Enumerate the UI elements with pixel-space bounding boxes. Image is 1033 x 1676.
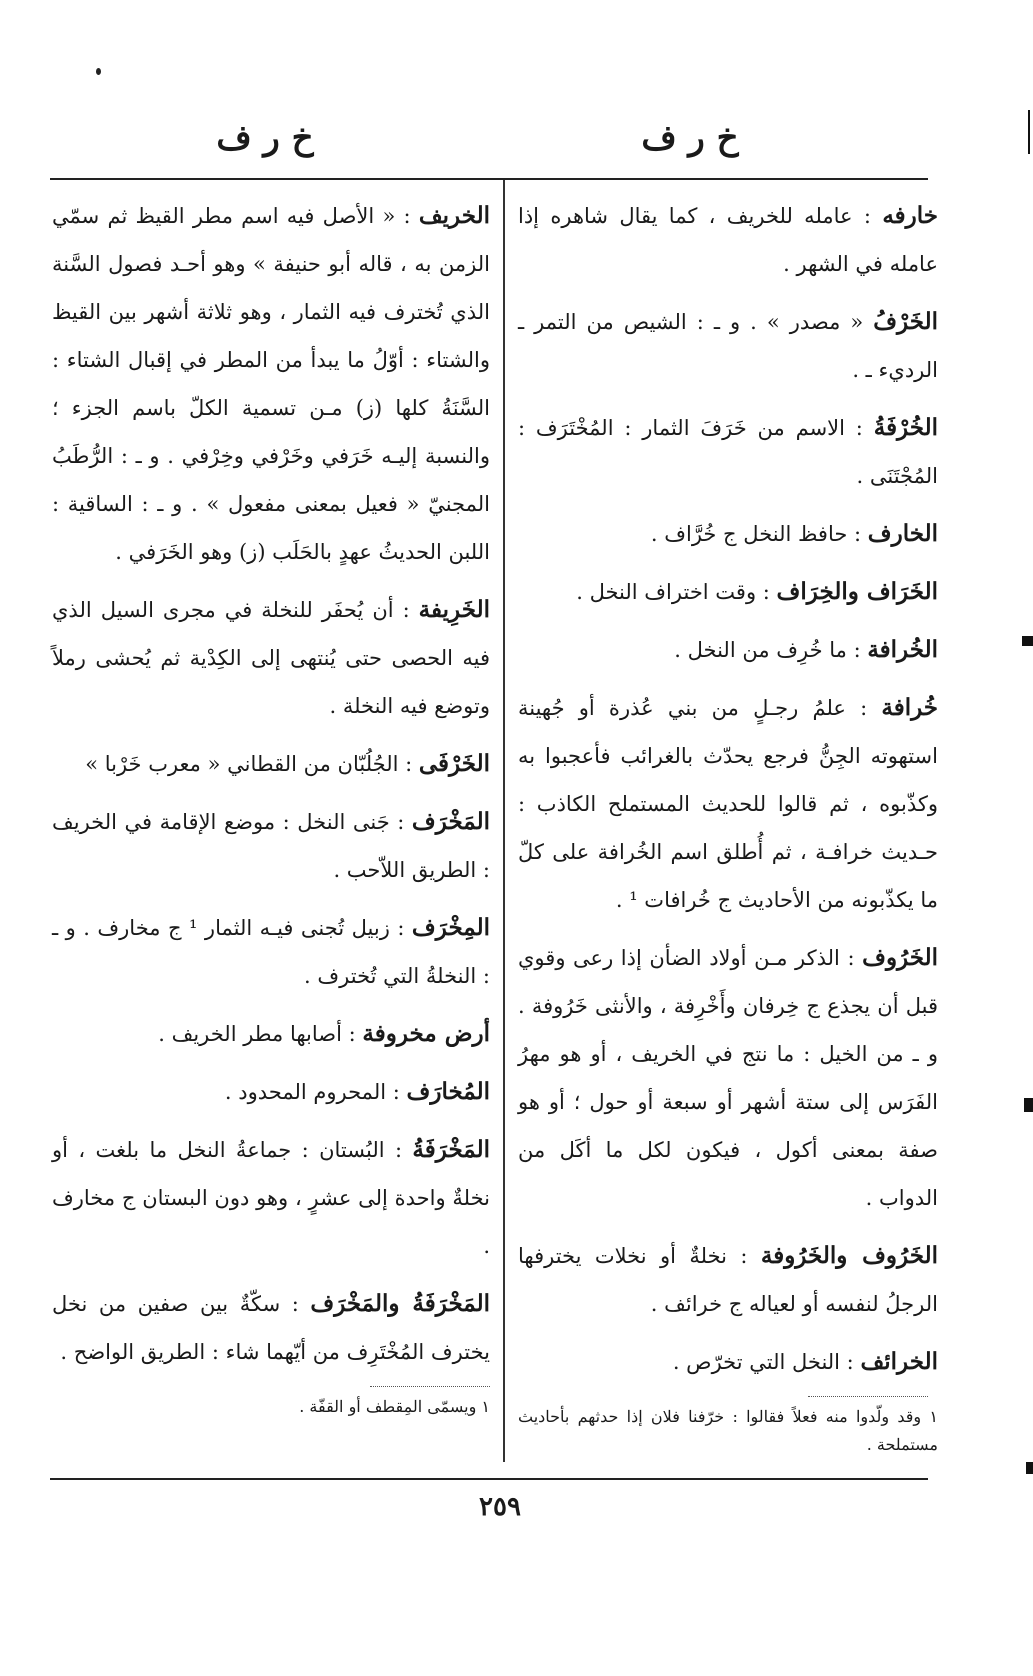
definition: : نخلةٌ أو نخلات يخترفها الرجلُ لنفسه أو لعياله ج خرائف . [518, 1244, 938, 1316]
definition: : جَنى النخل : موضع الإقامة في الخريف : الطريق اللاّحب . [52, 810, 490, 882]
entry [518, 1338, 938, 1386]
headword: المِخْرَف [411, 914, 490, 941]
running-head-left: خ ر ف [216, 118, 314, 158]
entry [518, 568, 938, 616]
entry [518, 1232, 938, 1328]
definition: : أن يُحفَر للنخلة في مجرى السيل الذي فيه الحصى حتى يُنتهى إلى الكِدْية ثم يُحشى رملاً وتوضع فيه النخلة . [52, 598, 490, 718]
running-head-right: خ ر ف [641, 118, 739, 158]
definition: : الجُلُبّان من القطاني « معرب خَرْبا » [85, 752, 413, 776]
headword: الخريف [418, 202, 490, 229]
definition: : عامله للخريف ، كما يقال شاهره إذا عامله في الشهر . [518, 204, 938, 276]
entry [52, 798, 490, 894]
definition: : وقت اختراف النخل . [576, 580, 770, 604]
definition: : البُستان : جماعةُ النخل ما بلغت ، أو نخلةٌ واحدة إلى عشرٍ ، وهو دون البستان ج مخارف . [52, 1138, 490, 1258]
headword: الخارف [867, 520, 938, 547]
headword: الخُرافة [867, 636, 938, 663]
entry [518, 684, 938, 924]
entry [52, 1010, 490, 1058]
headword: أرض مخروفة [362, 1020, 490, 1047]
entry [52, 904, 490, 1000]
definition: : أصابها مطر الخريف . [158, 1022, 356, 1046]
edge-shadow [1028, 110, 1030, 154]
entry [52, 1126, 490, 1270]
definition: « مصدر » . و ـ : الشيص من التمر ـ الرديء ـ . [518, 310, 938, 382]
headword: الخَرِيفة [418, 596, 490, 623]
definition: : زبيل تُجنى فيـه الثمار ¹ ج مخارف . و ـ : النخلةُ التي تُخترف . [52, 916, 490, 988]
definition: : ما خُرِف من النخل . [674, 638, 861, 662]
headword: خارفه [882, 202, 938, 229]
entry [52, 1280, 490, 1376]
column-divider [503, 180, 505, 1462]
page-number: ٢٥٩ [479, 1492, 521, 1522]
headword: الخرائف [860, 1348, 938, 1375]
headword: خُرافة [881, 694, 938, 721]
right-column [518, 192, 938, 1459]
footnote: ١ ويسمّى المِقطف أو القفّة . [299, 1397, 490, 1416]
entry [52, 586, 490, 730]
headword: الخُرْفَةُ [873, 414, 938, 441]
entry [52, 1068, 490, 1116]
headword: الخَرُوف والخَرُوفة [760, 1242, 938, 1269]
entry [518, 404, 938, 500]
definition: : الذكر مـن أولاد الضأن إذا رعى وقوي قبل أن يجذع ج خِرفان وأَخْرِفة ، والأنثى خَرُوفة . و ـ من الخيل : ما نتج في الخريف ، أو هو مهرُ الفَرَس إلى ستة أشهر أو سبعة أو حول ؛ أو هو صفة بمعنى أكول ، فيكون لكل ما أكَل من الدواب . [518, 946, 938, 1210]
header-rule [50, 178, 928, 180]
entry [52, 192, 490, 576]
headword: المَخْرَف [411, 808, 490, 835]
footer-rule [50, 1478, 928, 1480]
footnote-separator [808, 1396, 928, 1397]
left-column [52, 192, 490, 1421]
footnote: ١ وقد ولّدوا منه فعلاً فقالوا : خرّفنا فلان إذا حدثهم بأحاديث مستملحة . [518, 1407, 938, 1454]
entry [518, 934, 938, 1222]
headword: المَخْرَفَةُ والمَخْرَف [310, 1290, 490, 1317]
entry [52, 740, 490, 788]
headword: الخَرْفَى [418, 750, 490, 777]
headword: المَخْرَفَةُ [412, 1136, 490, 1163]
definition: : علمُ رجـلٍ من بني عُذرة أو جُهينة استهوته الجِنُّ فرجع يحدّث بالغرائب فأعجبوا به وكذّبوه ، ثم قالوا للحديث المستملح الكاذب : حـديث خرافـة ، ثم أُطلق اسم الخُرافة على كلّ ما يكذّبونه من الأحاديث ج خُرافات ¹ . [518, 696, 938, 912]
definition: : المحروم المحدود . [224, 1080, 400, 1104]
definition: : سكّةٌ بين صفين من نخل يخترف المُخْتَرِف من أيّهما شاء : الطريق الواضح . [52, 1292, 490, 1364]
binding-mark [1026, 1462, 1033, 1474]
definition: : « الأصل فيه اسم مطر القيظ ثم سمّي الزمن به ، قاله أبو حنيفة » وهو أحـد فصول السَّنة الذي تُخترف فيه الثمار ، وهو ثلاثة أشهر بين القيظ والشتاء : أوّلُ ما يبدأ من المطر في إقبال الشتاء : السَّنَةُ كلها (ز) مـن تسمية الكلّ باسم الجزء ؛ والنسبة إليـه خَرَفي وخَرْفي وخِرْفي . و ـ : الرُّطَبُ المجنيّ « فعيل بمعنى مفعول » . و ـ : الساقية : اللبن الحديثُ عهدٍ بالحَلَب (ز) وهو الخَرَفي . [52, 204, 490, 564]
binding-mark [1024, 1098, 1033, 1112]
binding-mark [1022, 636, 1033, 646]
entry [518, 510, 938, 558]
headword: الخَرَاف والخِرَاف [776, 578, 938, 605]
headword: المُخارَف [406, 1078, 490, 1105]
entry [518, 626, 938, 674]
definition: : الاسم من خَرَفَ الثمار : المُخْتَرَف : المُجْتَنَى . [518, 416, 938, 488]
entry [518, 298, 938, 394]
headword: الخَرُوف [862, 944, 938, 971]
headword: الخَرْفُ [873, 308, 938, 335]
definition: : النخل التي تخرّص . [672, 1350, 854, 1374]
entry [518, 192, 938, 288]
footnote-separator [370, 1386, 490, 1387]
ink-speck [96, 68, 101, 75]
definition: : حافظ النخل ج خُرَّاف . [650, 522, 862, 546]
